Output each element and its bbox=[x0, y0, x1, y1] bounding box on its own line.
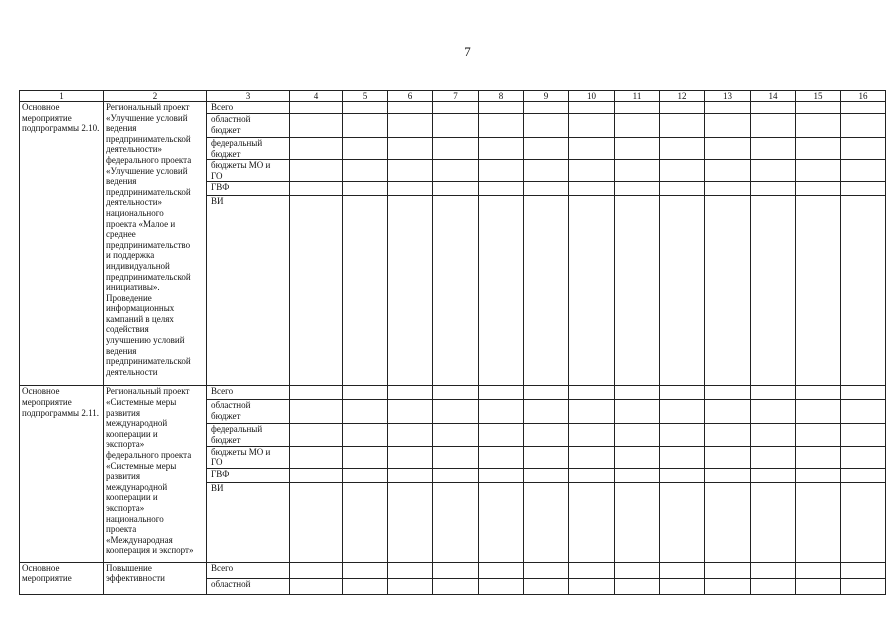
value-cell bbox=[569, 482, 615, 562]
value-cell bbox=[615, 482, 660, 562]
value-cell bbox=[433, 138, 479, 160]
funding-source-cell: бюджеты МО и ГО bbox=[207, 160, 290, 182]
value-cell bbox=[290, 482, 343, 562]
value-cell bbox=[705, 196, 751, 386]
value-cell bbox=[796, 138, 841, 160]
value-cell bbox=[841, 400, 886, 424]
value-cell bbox=[751, 386, 796, 400]
value-cell bbox=[615, 102, 660, 114]
value-cell bbox=[796, 562, 841, 578]
col-header: 15 bbox=[796, 91, 841, 102]
value-cell bbox=[841, 114, 886, 138]
description-cell: Повышение эффективности bbox=[104, 562, 207, 594]
value-cell bbox=[343, 400, 388, 424]
value-cell bbox=[479, 138, 524, 160]
value-cell bbox=[615, 138, 660, 160]
value-cell bbox=[388, 160, 433, 182]
table-row bbox=[20, 102, 886, 114]
value-cell bbox=[388, 562, 433, 578]
value-cell bbox=[524, 400, 569, 424]
value-cell bbox=[751, 468, 796, 482]
value-cell bbox=[290, 468, 343, 482]
value-cell bbox=[796, 114, 841, 138]
value-cell bbox=[796, 446, 841, 468]
value-cell bbox=[751, 424, 796, 446]
value-cell bbox=[796, 102, 841, 114]
value-cell bbox=[751, 578, 796, 594]
value-cell bbox=[524, 386, 569, 400]
funding-source-cell: ВИ bbox=[207, 482, 290, 562]
value-cell bbox=[479, 196, 524, 386]
value-cell bbox=[751, 138, 796, 160]
value-cell bbox=[660, 196, 705, 386]
value-cell bbox=[433, 114, 479, 138]
value-cell bbox=[705, 562, 751, 578]
value-cell bbox=[290, 578, 343, 594]
table-row bbox=[20, 562, 886, 578]
value-cell bbox=[388, 578, 433, 594]
col-header: 9 bbox=[524, 91, 569, 102]
value-cell bbox=[660, 400, 705, 424]
value-cell bbox=[660, 482, 705, 562]
value-cell bbox=[796, 182, 841, 196]
value-cell bbox=[433, 482, 479, 562]
value-cell bbox=[660, 562, 705, 578]
value-cell bbox=[343, 182, 388, 196]
value-cell bbox=[569, 386, 615, 400]
value-cell bbox=[524, 102, 569, 114]
value-cell bbox=[524, 468, 569, 482]
value-cell bbox=[751, 102, 796, 114]
col-header: 2 bbox=[104, 91, 207, 102]
value-cell bbox=[524, 578, 569, 594]
funding-source-cell: бюджеты МО и ГО bbox=[207, 446, 290, 468]
value-cell bbox=[569, 160, 615, 182]
value-cell bbox=[343, 138, 388, 160]
value-cell bbox=[615, 400, 660, 424]
value-cell bbox=[433, 386, 479, 400]
value-cell bbox=[569, 446, 615, 468]
value-cell bbox=[841, 160, 886, 182]
table-row bbox=[20, 386, 886, 400]
funding-source-cell: федеральный бюджет bbox=[207, 138, 290, 160]
value-cell bbox=[479, 386, 524, 400]
value-cell bbox=[615, 578, 660, 594]
value-cell bbox=[751, 400, 796, 424]
value-cell bbox=[388, 400, 433, 424]
value-cell bbox=[796, 424, 841, 446]
description-cell: Региональный проект «Системные меры развития международной кооперации и экспорта» федерального проекта «Системные меры развития международной кооперации и экспорта» национального проекта «Международная кооперация и экспорт» bbox=[104, 386, 207, 562]
activity-cell: Основное мероприятие bbox=[20, 562, 104, 594]
value-cell bbox=[615, 196, 660, 386]
value-cell bbox=[751, 182, 796, 196]
value-cell bbox=[615, 446, 660, 468]
value-cell bbox=[796, 578, 841, 594]
col-header: 8 bbox=[479, 91, 524, 102]
value-cell bbox=[615, 160, 660, 182]
value-cell bbox=[660, 468, 705, 482]
value-cell bbox=[343, 482, 388, 562]
value-cell bbox=[615, 114, 660, 138]
value-cell bbox=[343, 386, 388, 400]
value-cell bbox=[290, 102, 343, 114]
value-cell bbox=[290, 160, 343, 182]
value-cell bbox=[343, 102, 388, 114]
value-cell bbox=[569, 102, 615, 114]
value-cell bbox=[479, 468, 524, 482]
value-cell bbox=[705, 468, 751, 482]
value-cell bbox=[569, 196, 615, 386]
col-header: 16 bbox=[841, 91, 886, 102]
funding-source-cell: Всего bbox=[207, 386, 290, 400]
funding-source-cell: ВИ bbox=[207, 196, 290, 386]
value-cell bbox=[751, 196, 796, 386]
funding-source-cell: областной бюджет bbox=[207, 400, 290, 424]
value-cell bbox=[705, 182, 751, 196]
value-cell bbox=[705, 102, 751, 114]
page-number: 7 bbox=[464, 44, 471, 59]
value-cell bbox=[479, 182, 524, 196]
value-cell bbox=[751, 446, 796, 468]
value-cell bbox=[524, 446, 569, 468]
value-cell bbox=[705, 386, 751, 400]
value-cell bbox=[705, 160, 751, 182]
col-header: 7 bbox=[433, 91, 479, 102]
value-cell bbox=[660, 578, 705, 594]
header-row bbox=[20, 91, 886, 102]
value-cell bbox=[433, 578, 479, 594]
value-cell bbox=[433, 446, 479, 468]
value-cell bbox=[751, 562, 796, 578]
value-cell bbox=[433, 102, 479, 114]
value-cell bbox=[569, 578, 615, 594]
value-cell bbox=[290, 446, 343, 468]
value-cell bbox=[290, 114, 343, 138]
col-header: 14 bbox=[751, 91, 796, 102]
value-cell bbox=[290, 386, 343, 400]
value-cell bbox=[524, 424, 569, 446]
value-cell bbox=[705, 138, 751, 160]
value-cell bbox=[433, 160, 479, 182]
budget-table bbox=[19, 90, 886, 595]
value-cell bbox=[796, 468, 841, 482]
value-cell bbox=[841, 468, 886, 482]
value-cell bbox=[569, 400, 615, 424]
value-cell bbox=[479, 114, 524, 138]
value-cell bbox=[660, 102, 705, 114]
value-cell bbox=[388, 138, 433, 160]
value-cell bbox=[705, 114, 751, 138]
value-cell bbox=[841, 138, 886, 160]
description-cell: Региональный проект «Улучшение условий ведения предпринимательской деятельности» федерального проекта «Улучшение условий ведения предпринимательской деятельности» национального проекта «Малое и среднее предпринимательство и поддержка индивидуальной предпринимательской инициативы». Проведение информационных кампаний в целях содействия улучшению условий ведения предпринимательской деятельности bbox=[104, 102, 207, 386]
value-cell bbox=[343, 196, 388, 386]
value-cell bbox=[343, 424, 388, 446]
value-cell bbox=[388, 482, 433, 562]
value-cell bbox=[290, 562, 343, 578]
funding-source-cell: федеральный бюджет bbox=[207, 424, 290, 446]
value-cell bbox=[841, 386, 886, 400]
value-cell bbox=[569, 424, 615, 446]
value-cell bbox=[841, 182, 886, 196]
value-cell bbox=[841, 424, 886, 446]
value-cell bbox=[479, 160, 524, 182]
value-cell bbox=[290, 424, 343, 446]
value-cell bbox=[660, 138, 705, 160]
value-cell bbox=[343, 446, 388, 468]
table-body bbox=[20, 102, 886, 595]
col-header: 1 bbox=[20, 91, 104, 102]
col-header: 6 bbox=[388, 91, 433, 102]
col-header: 3 bbox=[207, 91, 290, 102]
value-cell bbox=[343, 468, 388, 482]
value-cell bbox=[524, 482, 569, 562]
value-cell bbox=[433, 424, 479, 446]
value-cell bbox=[343, 114, 388, 138]
funding-source-cell: областной bbox=[207, 578, 290, 594]
value-cell bbox=[660, 386, 705, 400]
value-cell bbox=[524, 138, 569, 160]
value-cell bbox=[524, 114, 569, 138]
value-cell bbox=[433, 400, 479, 424]
value-cell bbox=[479, 482, 524, 562]
activity-cell: Основное мероприятие подпрограммы 2.11. bbox=[20, 386, 104, 562]
col-header: 13 bbox=[705, 91, 751, 102]
value-cell bbox=[660, 182, 705, 196]
value-cell bbox=[569, 562, 615, 578]
value-cell bbox=[290, 182, 343, 196]
value-cell bbox=[524, 160, 569, 182]
value-cell bbox=[569, 182, 615, 196]
value-cell bbox=[751, 482, 796, 562]
value-cell bbox=[479, 562, 524, 578]
value-cell bbox=[290, 138, 343, 160]
value-cell bbox=[615, 424, 660, 446]
value-cell bbox=[290, 400, 343, 424]
value-cell bbox=[841, 446, 886, 468]
value-cell bbox=[433, 196, 479, 386]
value-cell bbox=[524, 196, 569, 386]
value-cell bbox=[479, 424, 524, 446]
col-header: 10 bbox=[569, 91, 615, 102]
value-cell bbox=[751, 114, 796, 138]
value-cell bbox=[615, 182, 660, 196]
value-cell bbox=[433, 468, 479, 482]
funding-source-cell: ГВФ bbox=[207, 468, 290, 482]
value-cell bbox=[569, 138, 615, 160]
value-cell bbox=[569, 468, 615, 482]
value-cell bbox=[388, 424, 433, 446]
value-cell bbox=[388, 114, 433, 138]
value-cell bbox=[388, 102, 433, 114]
value-cell bbox=[343, 160, 388, 182]
value-cell bbox=[660, 114, 705, 138]
value-cell bbox=[388, 386, 433, 400]
value-cell bbox=[841, 562, 886, 578]
value-cell bbox=[388, 196, 433, 386]
value-cell bbox=[705, 482, 751, 562]
value-cell bbox=[433, 182, 479, 196]
value-cell bbox=[705, 578, 751, 594]
value-cell bbox=[796, 386, 841, 400]
value-cell bbox=[479, 446, 524, 468]
value-cell bbox=[388, 446, 433, 468]
value-cell bbox=[660, 160, 705, 182]
value-cell bbox=[433, 562, 479, 578]
value-cell bbox=[524, 562, 569, 578]
value-cell bbox=[479, 578, 524, 594]
value-cell bbox=[751, 160, 796, 182]
funding-source-cell: Всего bbox=[207, 562, 290, 578]
value-cell bbox=[388, 468, 433, 482]
funding-source-cell: областной бюджет bbox=[207, 114, 290, 138]
value-cell bbox=[660, 424, 705, 446]
value-cell bbox=[705, 446, 751, 468]
value-cell bbox=[615, 468, 660, 482]
value-cell bbox=[615, 386, 660, 400]
value-cell bbox=[705, 424, 751, 446]
value-cell bbox=[343, 578, 388, 594]
value-cell bbox=[569, 114, 615, 138]
value-cell bbox=[841, 102, 886, 114]
funding-source-cell: ГВФ bbox=[207, 182, 290, 196]
value-cell bbox=[479, 102, 524, 114]
value-cell bbox=[290, 196, 343, 386]
value-cell bbox=[615, 562, 660, 578]
activity-cell: Основное мероприятие подпрограммы 2.10. bbox=[20, 102, 104, 386]
col-header: 11 bbox=[615, 91, 660, 102]
value-cell bbox=[660, 446, 705, 468]
value-cell bbox=[524, 182, 569, 196]
value-cell bbox=[796, 400, 841, 424]
value-cell bbox=[841, 196, 886, 386]
col-header: 12 bbox=[660, 91, 705, 102]
value-cell bbox=[841, 482, 886, 562]
col-header: 4 bbox=[290, 91, 343, 102]
value-cell bbox=[343, 562, 388, 578]
value-cell bbox=[388, 182, 433, 196]
value-cell bbox=[479, 400, 524, 424]
value-cell bbox=[796, 160, 841, 182]
funding-source-cell: Всего bbox=[207, 102, 290, 114]
value-cell bbox=[796, 196, 841, 386]
col-header: 5 bbox=[343, 91, 388, 102]
value-cell bbox=[841, 578, 886, 594]
value-cell bbox=[796, 482, 841, 562]
value-cell bbox=[705, 400, 751, 424]
